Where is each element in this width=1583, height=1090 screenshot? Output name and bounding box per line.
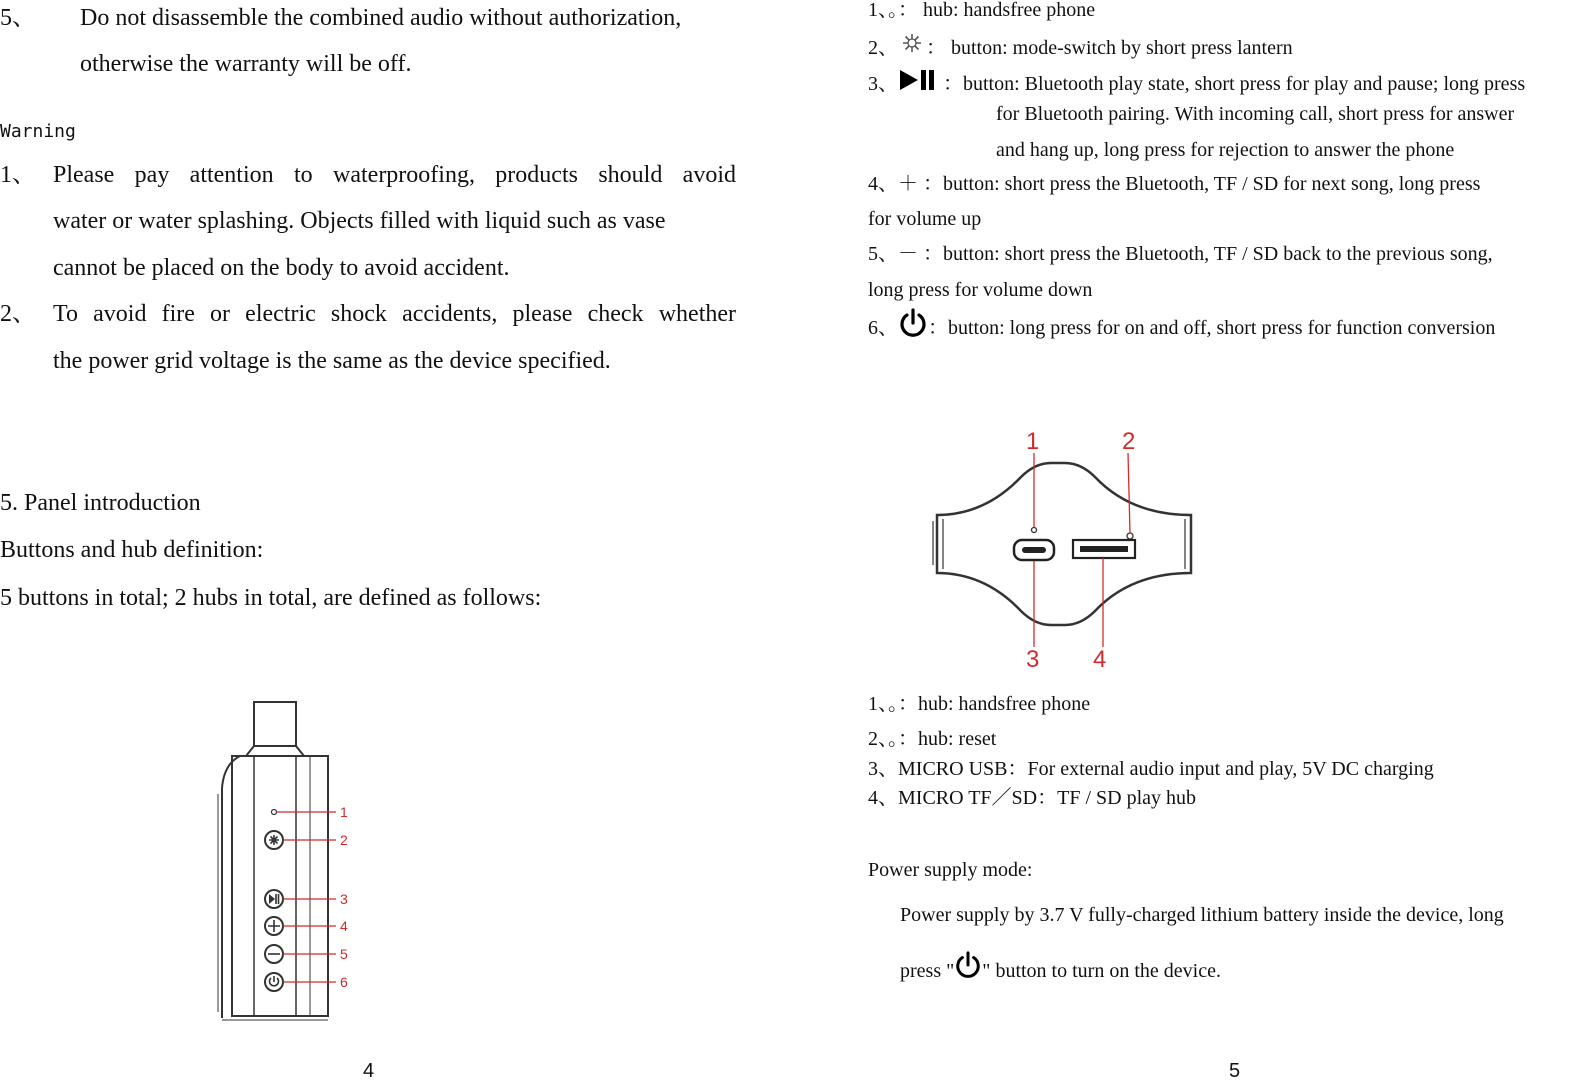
warning-1-line1: Please pay attention to waterproofing, products should avoid bbox=[53, 162, 736, 188]
page-number-right: 5 bbox=[1229, 1060, 1241, 1082]
power-supply-title: Power supply mode: bbox=[868, 859, 1033, 881]
device-body bbox=[232, 756, 328, 1016]
side-label-1: 1 bbox=[340, 804, 348, 820]
page-number-left: 4 bbox=[363, 1060, 375, 1082]
lantern-icon bbox=[898, 32, 926, 56]
bottom-hub-1 bbox=[1032, 528, 1037, 533]
button-def-5: 5、－ ：button: short press the Bluetooth, TF / SD back to the previous song, bbox=[868, 243, 1493, 265]
handle-top bbox=[254, 702, 296, 746]
bottom-label-1: 1 bbox=[1026, 428, 1040, 455]
section-subtitle: Buttons and hub definition: bbox=[0, 537, 264, 563]
section-summary: 5 buttons in total; 2 hubs in total, are defined as follows: bbox=[0, 585, 542, 611]
button-def-3: 3、 ：button: Bluetooth play state, short press for play and pause; long press bbox=[868, 67, 1525, 96]
side-panel-figure bbox=[210, 698, 370, 1028]
side-label-3: 3 bbox=[340, 891, 348, 907]
play-pause-icon bbox=[898, 67, 938, 93]
bottom-label-2: 2 bbox=[1122, 428, 1136, 455]
side-label-2: 2 bbox=[340, 832, 348, 848]
warning-2-number: 2、 bbox=[0, 301, 36, 327]
side-label-6: 6 bbox=[340, 974, 348, 990]
side-label-5: 5 bbox=[340, 946, 348, 962]
warning-1-number: 1、 bbox=[0, 162, 36, 188]
section-title: 5. Panel introduction bbox=[0, 490, 201, 516]
item5-line2: otherwise the warranty will be off. bbox=[80, 51, 412, 77]
side-label-4: 4 bbox=[340, 918, 348, 934]
bottom-label-4: 4 bbox=[1093, 646, 1107, 673]
hub-def-3: 3、MICRO USB：For external audio input and play, 5V DC charging bbox=[868, 758, 1434, 780]
warning-2-line2: the power grid voltage is the same as the device specified. bbox=[53, 348, 611, 374]
power-icon bbox=[898, 308, 928, 338]
bottom-label-3: 3 bbox=[1026, 646, 1040, 673]
hub-dot bbox=[272, 810, 277, 815]
warning-title: Warning bbox=[0, 121, 76, 142]
warning-1-line3: cannot be placed on the body to avoid accident. bbox=[53, 255, 510, 281]
button-def-6: 6、 ：button: long press for on and off, short press for function conversion bbox=[868, 308, 1495, 340]
button-def-3-cont1: for Bluetooth pairing. With incoming call, short press for answer bbox=[996, 103, 1515, 125]
item5-line1: Do not disassemble the combined audio without authorization, bbox=[80, 5, 682, 31]
bottom-panel-figure bbox=[925, 425, 1205, 675]
power-supply-line1: Power supply by 3.7 V fully-charged lithium battery inside the device, long bbox=[900, 904, 1504, 926]
power-icon-inline bbox=[954, 951, 982, 979]
power-supply-line2: press " " button to turn on the device. bbox=[900, 951, 1221, 983]
button-def-2: 2、 ： button: mode-switch by short press lantern bbox=[868, 32, 1293, 60]
button-def-1: 1、。： hub: handsfree phone bbox=[868, 0, 1096, 21]
hub-def-1: 1、。：hub: handsfree phone bbox=[868, 693, 1091, 715]
button-def-4-cont1: for volume up bbox=[868, 208, 982, 230]
hub-def-4: 4、MICRO TF／SD：TF / SD play hub bbox=[868, 787, 1197, 809]
button-def-3-cont2: and hang up, long press for rejection to answer the phone bbox=[996, 139, 1455, 161]
button-def-5-cont1: long press for volume down bbox=[868, 279, 1093, 301]
device-outline bbox=[937, 463, 1191, 625]
button-def-4: 4、＋ ：button: short press the Bluetooth, TF / SD for next song, long press bbox=[868, 173, 1481, 195]
warning-1-line2: water or water splashing. Objects filled with liquid such as vase bbox=[53, 208, 666, 234]
warning-2-line1: To avoid fire or electric shock accidents, please check whether bbox=[53, 301, 736, 327]
item5-number: 5、 bbox=[0, 5, 36, 31]
bottom-hub-2 bbox=[1127, 533, 1133, 539]
hub-def-2: 2、。：hub: reset bbox=[868, 728, 997, 750]
